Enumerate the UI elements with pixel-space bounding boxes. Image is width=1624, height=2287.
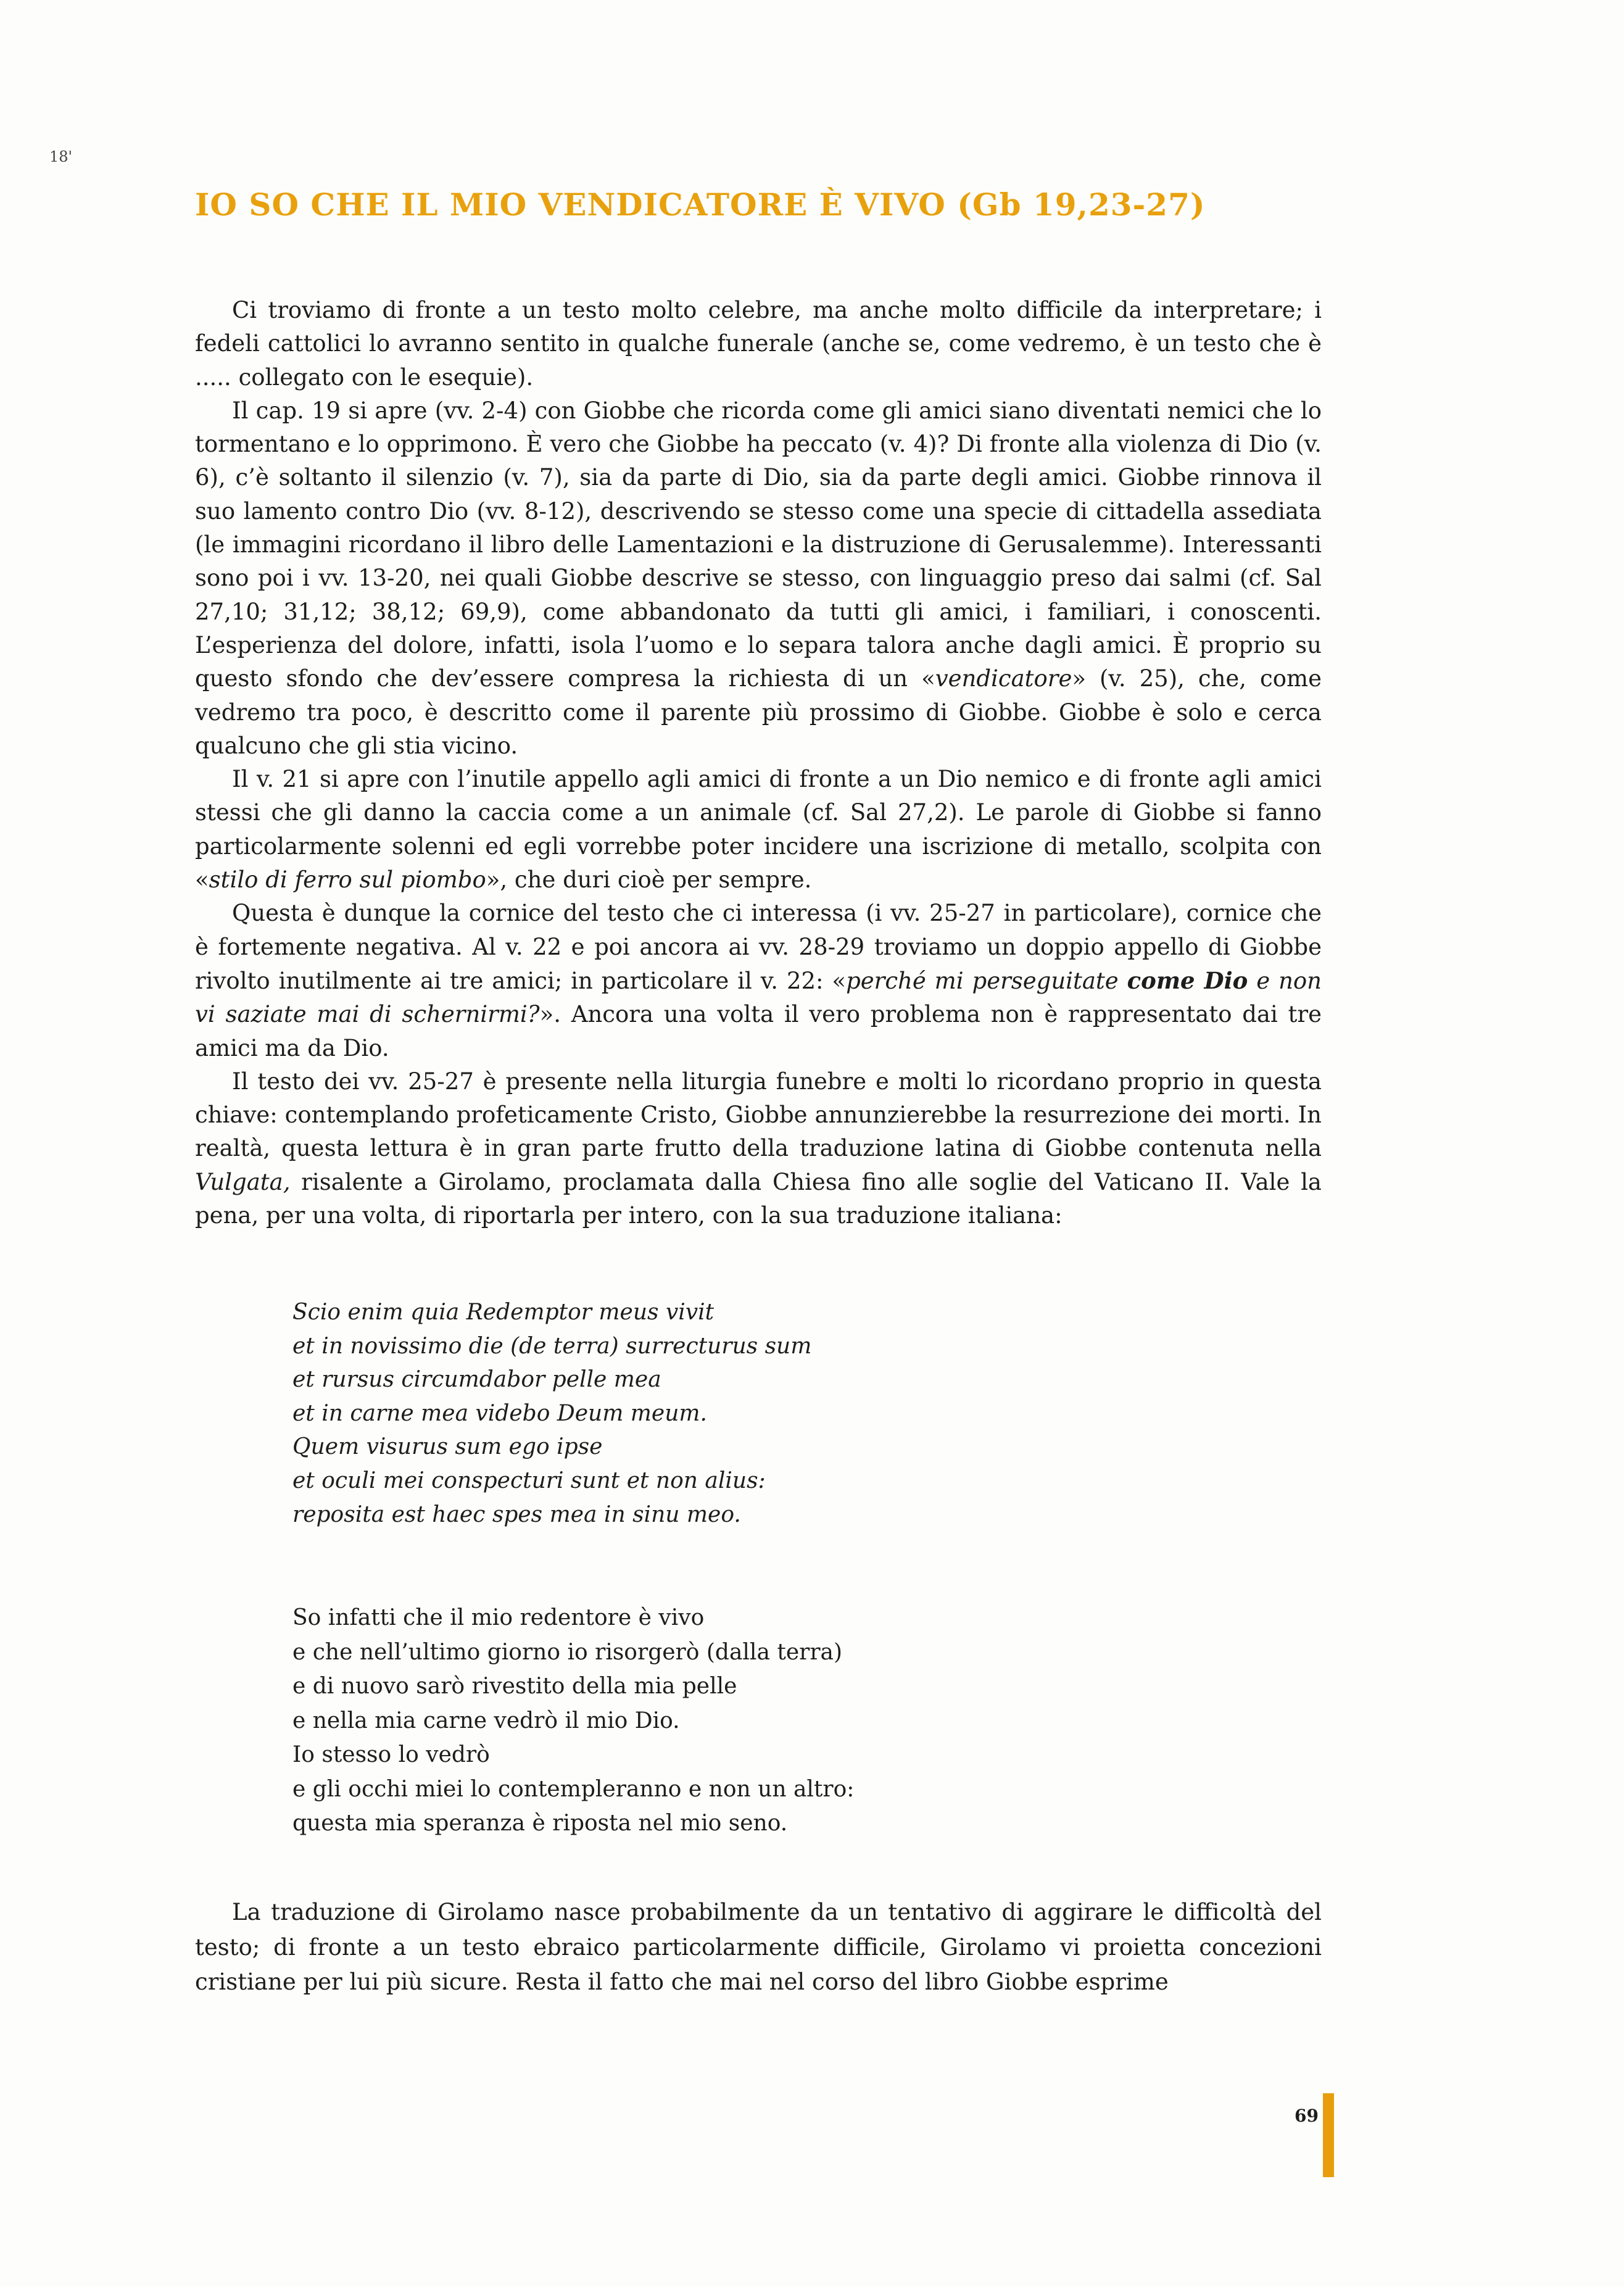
italian-translation bbox=[292, 1601, 854, 1841]
bold-emphasis: come Dio bbox=[1127, 966, 1248, 994]
page-title: IO SO CHE IL MIO VENDICATORE È VIVO (Gb 19,23-27) bbox=[195, 186, 1206, 223]
paragraph-frame: Questa è dunque la cornice del testo che ci interessa (i vv. 25-27 in particolare), cornice che è fortemente negativa. Al v. 22 e poi ancora ai vv. 28-29 troviamo un doppio appello di Giobbe rivolto inutilmente ai tre amici; in particolare il v. 22: «perché mi perseguitate come Dio e non vi saziate mai di schernirmi?». Ancora una volta il vero problema non è rappresentato dai tre amici ma da Dio. bbox=[195, 900, 1322, 1061]
verse-line: So infatti che il mio redentore è vivo bbox=[292, 1605, 705, 1630]
latin-quotation bbox=[292, 1296, 811, 1532]
paragraph-intro: Ci troviamo di fronte a un testo molto celebre, ma anche molto difficile da interpretare; i fedeli cattolici lo avranno sentito in qualche funerale (anche se, come vedremo, è un testo che è ..... collegato con le esequie). bbox=[195, 297, 1322, 391]
italic-quote: e non vi saziate mai di schernirmi? bbox=[195, 967, 1322, 1028]
italic-quote: stilo di ferro sul piombo bbox=[209, 866, 486, 894]
paragraph-liturgy: Il testo dei vv. 25-27 è presente nella liturgia funebre e molti lo ricordano proprio in questa chiave: contemplando profeticamente Cristo, Giobbe annunzierebbe la resurrezione dei morti. In realtà, questa lettura è in gran parte frutto della traduzione latina di Giobbe contenuta nella Vulgata, risalente a Girolamo, proclamata dalla Chiesa fino alle soglie del Vaticano II. Vale la pena, per una volta, di riportarla per intero, con la sua traduzione italiana: bbox=[195, 1068, 1322, 1229]
accent-bar bbox=[1323, 2093, 1334, 2177]
corner-mark: 18' bbox=[49, 148, 73, 165]
body-text bbox=[195, 294, 1322, 1232]
page-number: 69 bbox=[1295, 2106, 1319, 2126]
verse-line: et in novissimo die (de terra) surrecturus sum bbox=[292, 1333, 812, 1359]
italic-term: vendicatore bbox=[935, 665, 1072, 692]
italic-term: Vulgata, bbox=[195, 1168, 291, 1195]
paragraph-verse-21: Il v. 21 si apre con l’inutile appello agli amici di fronte a un Dio nemico e di fronte agli amici stessi che gli danno la caccia come a un animale (cf. Sal 27,2). Le parole di Giobbe si fanno particolarmente solenni ed egli vorrebbe poter incidere una iscrizione di metallo, scolpita con «stilo di ferro sul piombo», che duri cioè per sempre. bbox=[195, 766, 1322, 894]
verse-line: et in carne mea videbo Deum meum. bbox=[292, 1400, 707, 1426]
verse-line: e che nell’ultimo giorno io risorgerò (dalla terra) bbox=[292, 1639, 843, 1665]
verse-line: e gli occhi miei lo contempleranno e non un altro: bbox=[292, 1776, 855, 1802]
paragraph-chapter-19: Il cap. 19 si apre (vv. 2-4) con Giobbe che ricorda come gli amici siano diventati nemici che lo tormentano e lo opprimono. È vero che Giobbe ha peccato (v. 4)? Di fronte alla violenza di Dio (v. 6), c’è soltanto il silenzio (v. 7), sia da parte di Dio, sia da parte degli amici. Giobbe rinnova il suo lamento contro Dio (vv. 8-12), descrivendo se stesso come una specie di cittadella assediata (le immagini ricordano il libro delle Lamentazioni e la distruzione di Gerusalemme). Interessanti sono poi i vv. 13-20, nei quali Giobbe descrive se stesso, con linguaggio preso dai salmi (cf. Sal 27,10; 31,12; 38,12; 69,9), come abbandonato da tutti gli amici, i familiari, i conoscenti. L’esperienza del dolore, infatti, isola l’uomo e lo separa talora anche dagli amici. È proprio su questo sfondo che dev’essere compresa la richiesta di un «vendicatore» (v. 25), che, come vedremo tra poco, è descritto come il parente più prossimo di Giobbe. Giobbe è solo e cerca qualcuno che gli stia vicino. bbox=[195, 397, 1322, 759]
italic-quote: perché mi perseguitate bbox=[846, 967, 1119, 994]
verse-line: questa mia speranza è riposta nel mio seno. bbox=[292, 1811, 788, 1836]
verse-line: e di nuovo sarò rivestito della mia pelle bbox=[292, 1674, 737, 1699]
verse-line: et oculi mei conspecturi sunt et non alius: bbox=[292, 1467, 766, 1493]
paragraph-closing: La traduzione di Girolamo nasce probabilmente da un tentativo di aggirare le difficoltà del testo; di fronte a un testo ebraico particolarmente difficile, Girolamo vi proietta concezioni cristiane per lui più sicure. Resta il fatto che mai nel corso del libro Giobbe esprime bbox=[195, 1899, 1322, 1995]
closing-text bbox=[195, 1895, 1322, 2000]
verse-line: e nella mia carne vedrò il mio Dio. bbox=[292, 1708, 680, 1733]
verse-line: et rursus circumdabor pelle mea bbox=[292, 1367, 661, 1393]
verse-line: Io stesso lo vedrò bbox=[292, 1742, 490, 1767]
verse-line: Scio enim quia Redemptor meus vivit bbox=[292, 1300, 715, 1325]
verse-line: Quem visurus sum ego ipse bbox=[292, 1434, 603, 1460]
verse-line: reposita est haec spes mea in sinu meo. bbox=[292, 1501, 741, 1527]
